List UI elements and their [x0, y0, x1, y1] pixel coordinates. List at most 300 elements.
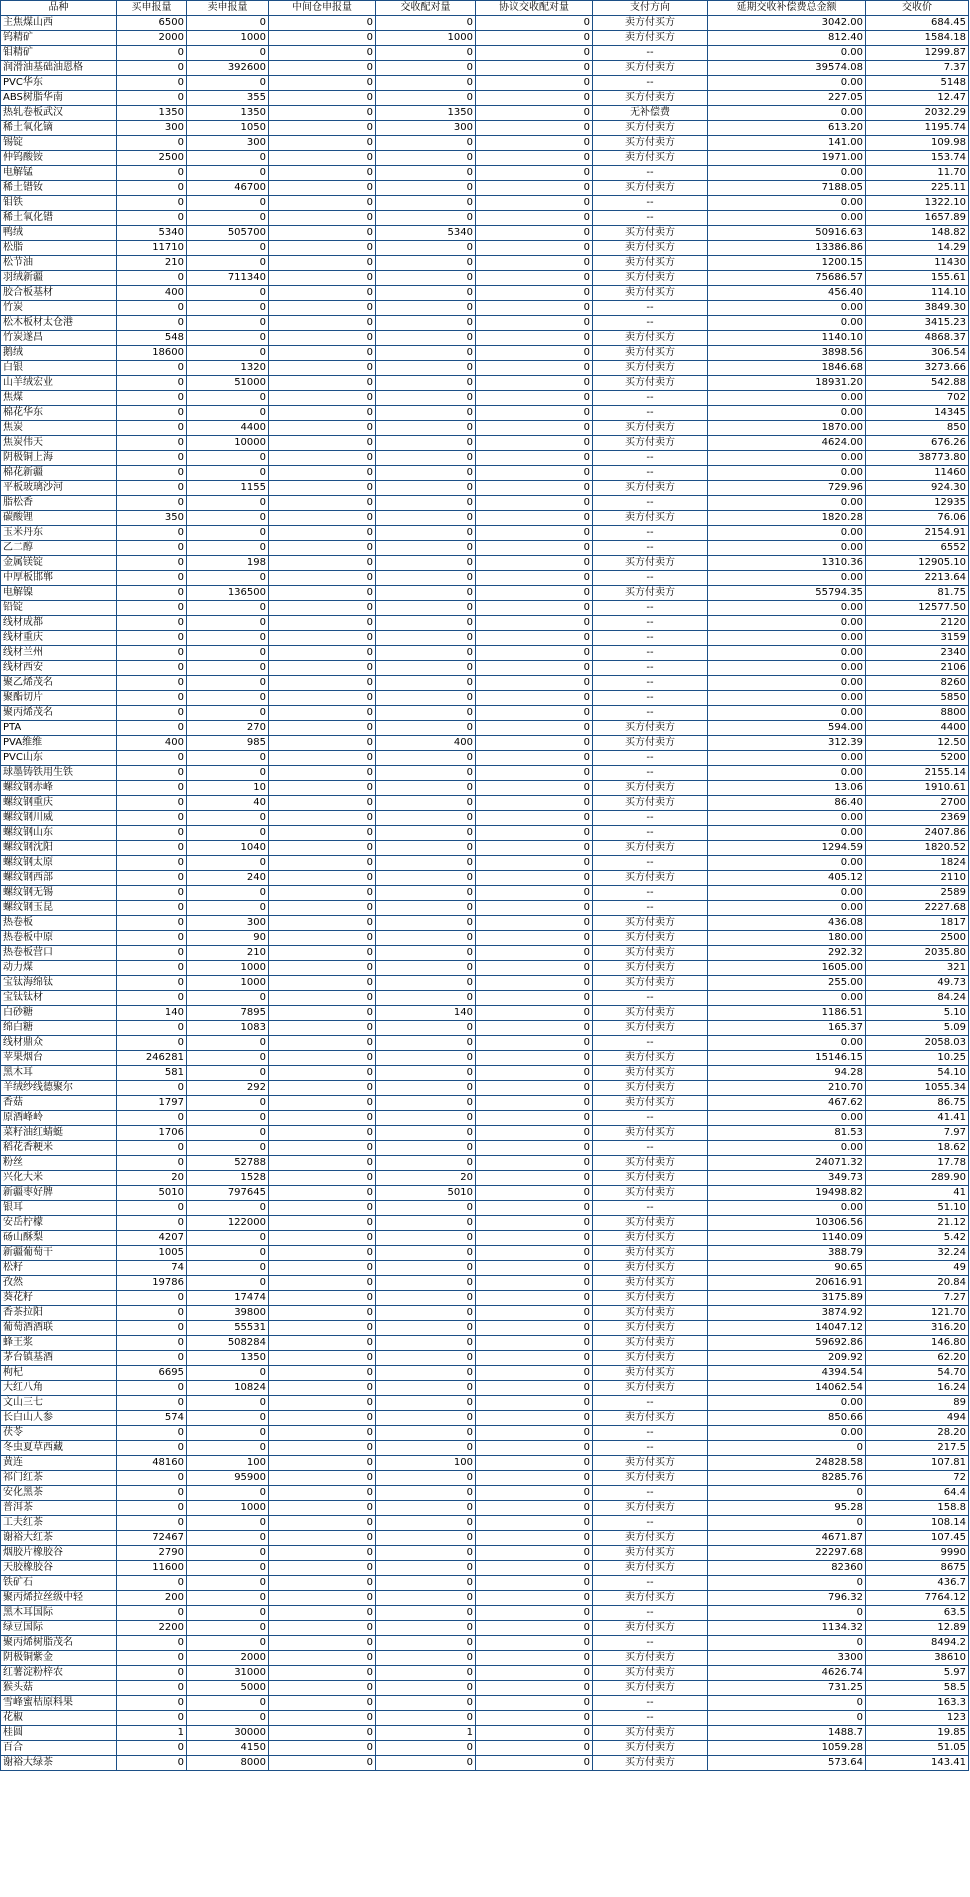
cell-matched-volume: 5340 [376, 226, 476, 241]
cell-buy-volume: 0 [117, 391, 187, 406]
cell-sell-volume: 7895 [187, 1006, 269, 1021]
cell-compensation-total: 796.32 [708, 1591, 866, 1606]
cell-compensation-total: 4626.74 [708, 1666, 866, 1681]
cell-settlement-price: 2035.80 [866, 946, 969, 961]
cell-payment-direction: 买方付卖方 [593, 1381, 708, 1396]
cell-settlement-price: 1299.87 [866, 46, 969, 61]
cell-sell-volume: 0 [187, 676, 269, 691]
cell-settlement-price: 49.73 [866, 976, 969, 991]
table-row [1, 451, 969, 466]
cell-product: 天胶橡胶谷 [1, 1561, 117, 1576]
cell-settlement-price: 109.98 [866, 136, 969, 151]
cell-compensation-total: 613.20 [708, 121, 866, 136]
cell-intermediate-volume: 0 [269, 1486, 376, 1501]
cell-payment-direction: -- [593, 691, 708, 706]
cell-agreement-matched-volume: 0 [476, 286, 593, 301]
cell-intermediate-volume: 0 [269, 661, 376, 676]
cell-agreement-matched-volume: 0 [476, 76, 593, 91]
cell-matched-volume: 0 [376, 691, 476, 706]
cell-agreement-matched-volume: 0 [476, 1501, 593, 1516]
cell-compensation-total: 10306.56 [708, 1216, 866, 1231]
cell-sell-volume: 0 [187, 646, 269, 661]
cell-settlement-price: 2227.68 [866, 901, 969, 916]
cell-sell-volume: 0 [187, 1201, 269, 1216]
cell-sell-volume: 1000 [187, 976, 269, 991]
cell-sell-volume: 0 [187, 1591, 269, 1606]
cell-settlement-price: 2032.29 [866, 106, 969, 121]
cell-intermediate-volume: 0 [269, 721, 376, 736]
cell-payment-direction: 卖方付买方 [593, 1546, 708, 1561]
table-row [1, 826, 969, 841]
cell-intermediate-volume: 0 [269, 871, 376, 886]
cell-matched-volume: 0 [376, 1516, 476, 1531]
cell-buy-volume: 0 [117, 1291, 187, 1306]
cell-compensation-total: 436.08 [708, 916, 866, 931]
cell-agreement-matched-volume: 0 [476, 121, 593, 136]
cell-payment-direction: -- [593, 661, 708, 676]
cell-buy-volume: 400 [117, 286, 187, 301]
header-buy-volume: 买申报量 [117, 1, 187, 16]
cell-settlement-price: 19.85 [866, 1726, 969, 1741]
table-row [1, 1261, 969, 1276]
cell-matched-volume: 0 [376, 496, 476, 511]
cell-matched-volume: 0 [376, 616, 476, 631]
cell-buy-volume: 0 [117, 1711, 187, 1726]
cell-agreement-matched-volume: 0 [476, 946, 593, 961]
cell-intermediate-volume: 0 [269, 1126, 376, 1141]
cell-matched-volume: 0 [376, 1126, 476, 1141]
cell-matched-volume: 0 [376, 646, 476, 661]
cell-compensation-total: 1134.32 [708, 1621, 866, 1636]
cell-product: 线材兰州 [1, 646, 117, 661]
table-row [1, 1576, 969, 1591]
cell-payment-direction: 买方付卖方 [593, 1471, 708, 1486]
table-row [1, 1321, 969, 1336]
cell-product: 阴极铜紫金 [1, 1651, 117, 1666]
table-row [1, 271, 969, 286]
cell-sell-volume: 0 [187, 1246, 269, 1261]
cell-agreement-matched-volume: 0 [476, 226, 593, 241]
cell-compensation-total: 0.00 [708, 856, 866, 871]
cell-agreement-matched-volume: 0 [476, 16, 593, 31]
cell-intermediate-volume: 0 [269, 151, 376, 166]
cell-compensation-total: 13.06 [708, 781, 866, 796]
cell-buy-volume: 0 [117, 376, 187, 391]
cell-settlement-price: 76.06 [866, 511, 969, 526]
cell-payment-direction: 买方付卖方 [593, 781, 708, 796]
table-row [1, 436, 969, 451]
cell-product: 铅锭 [1, 601, 117, 616]
cell-settlement-price: 436.7 [866, 1576, 969, 1591]
cell-intermediate-volume: 0 [269, 1636, 376, 1651]
table-row [1, 421, 969, 436]
cell-payment-direction: -- [593, 1711, 708, 1726]
cell-agreement-matched-volume: 0 [476, 646, 593, 661]
cell-payment-direction: 买方付卖方 [593, 946, 708, 961]
cell-compensation-total: 0.00 [708, 166, 866, 181]
cell-intermediate-volume: 0 [269, 361, 376, 376]
cell-matched-volume: 0 [376, 466, 476, 481]
cell-intermediate-volume: 0 [269, 1201, 376, 1216]
cell-payment-direction: 买方付卖方 [593, 376, 708, 391]
cell-sell-volume: 30000 [187, 1726, 269, 1741]
cell-agreement-matched-volume: 0 [476, 781, 593, 796]
table-row [1, 1741, 969, 1756]
cell-product: 长白山人参 [1, 1411, 117, 1426]
cell-product: 羊绒纱线德聚尔 [1, 1081, 117, 1096]
cell-settlement-price: 12935 [866, 496, 969, 511]
cell-settlement-price: 7.37 [866, 61, 969, 76]
cell-compensation-total: 1310.36 [708, 556, 866, 571]
cell-intermediate-volume: 0 [269, 526, 376, 541]
cell-matched-volume: 0 [376, 1471, 476, 1486]
cell-settlement-price: 11430 [866, 256, 969, 271]
cell-sell-volume: 51000 [187, 376, 269, 391]
cell-settlement-price: 14.29 [866, 241, 969, 256]
cell-product: 雪峰蜜桔原料果 [1, 1696, 117, 1711]
table-row [1, 1531, 969, 1546]
cell-payment-direction: 买方付卖方 [593, 181, 708, 196]
cell-compensation-total: 141.00 [708, 136, 866, 151]
cell-payment-direction: 买方付卖方 [593, 736, 708, 751]
table-row [1, 76, 969, 91]
cell-matched-volume: 0 [376, 1051, 476, 1066]
cell-intermediate-volume: 0 [269, 1081, 376, 1096]
cell-matched-volume: 0 [376, 1321, 476, 1336]
cell-product: 黄连 [1, 1456, 117, 1471]
cell-agreement-matched-volume: 0 [476, 46, 593, 61]
table-row [1, 886, 969, 901]
table-row [1, 751, 969, 766]
cell-buy-volume: 0 [117, 1651, 187, 1666]
cell-product: 热卷板营口 [1, 946, 117, 961]
cell-matched-volume: 0 [376, 511, 476, 526]
cell-sell-volume: 31000 [187, 1666, 269, 1681]
table-row [1, 316, 969, 331]
cell-intermediate-volume: 0 [269, 1171, 376, 1186]
cell-product: 棉花新疆 [1, 466, 117, 481]
cell-product: 山羊绒宏业 [1, 376, 117, 391]
cell-agreement-matched-volume: 0 [476, 856, 593, 871]
cell-payment-direction: 买方付卖方 [593, 1216, 708, 1231]
cell-payment-direction: 卖方付买方 [593, 1411, 708, 1426]
cell-compensation-total: 0.00 [708, 76, 866, 91]
table-row [1, 631, 969, 646]
cell-matched-volume: 0 [376, 1306, 476, 1321]
cell-buy-volume: 0 [117, 1306, 187, 1321]
cell-matched-volume: 0 [376, 871, 476, 886]
cell-payment-direction: 买方付卖方 [593, 121, 708, 136]
cell-matched-volume: 0 [376, 1441, 476, 1456]
cell-buy-volume: 1 [117, 1726, 187, 1741]
cell-buy-volume: 11600 [117, 1561, 187, 1576]
cell-sell-volume: 711340 [187, 271, 269, 286]
cell-intermediate-volume: 0 [269, 1576, 376, 1591]
cell-buy-volume: 0 [117, 946, 187, 961]
cell-settlement-price: 676.26 [866, 436, 969, 451]
table-row [1, 1291, 969, 1306]
cell-settlement-price: 306.54 [866, 346, 969, 361]
table-row [1, 1486, 969, 1501]
cell-product: 香茶拉阳 [1, 1306, 117, 1321]
cell-buy-volume: 0 [117, 1216, 187, 1231]
cell-sell-volume: 0 [187, 526, 269, 541]
cell-intermediate-volume: 0 [269, 1546, 376, 1561]
cell-buy-volume: 0 [117, 796, 187, 811]
cell-compensation-total: 1971.00 [708, 151, 866, 166]
cell-settlement-price: 54.10 [866, 1066, 969, 1081]
cell-buy-volume: 0 [117, 721, 187, 736]
cell-matched-volume: 0 [376, 781, 476, 796]
cell-buy-volume: 0 [117, 556, 187, 571]
cell-payment-direction: 买方付卖方 [593, 1501, 708, 1516]
cell-agreement-matched-volume: 0 [476, 976, 593, 991]
table-row [1, 901, 969, 916]
cell-sell-volume: 0 [187, 1141, 269, 1156]
table-body [1, 16, 969, 1771]
cell-settlement-price: 32.24 [866, 1246, 969, 1261]
cell-sell-volume: 0 [187, 346, 269, 361]
table-row [1, 706, 969, 721]
cell-intermediate-volume: 0 [269, 1366, 376, 1381]
cell-agreement-matched-volume: 0 [476, 1666, 593, 1681]
cell-compensation-total: 1200.15 [708, 256, 866, 271]
cell-product: 螺纹钢重庆 [1, 796, 117, 811]
cell-agreement-matched-volume: 0 [476, 271, 593, 286]
cell-product: 热轧卷板武汉 [1, 106, 117, 121]
cell-buy-volume: 0 [117, 301, 187, 316]
cell-sell-volume: 1000 [187, 31, 269, 46]
cell-intermediate-volume: 0 [269, 1471, 376, 1486]
cell-payment-direction: 卖方付买方 [593, 1456, 708, 1471]
cell-settlement-price: 123 [866, 1711, 969, 1726]
cell-sell-volume: 0 [187, 1441, 269, 1456]
cell-settlement-price: 5.10 [866, 1006, 969, 1021]
cell-settlement-price: 1322.10 [866, 196, 969, 211]
cell-agreement-matched-volume: 0 [476, 196, 593, 211]
cell-payment-direction: -- [593, 406, 708, 421]
cell-payment-direction: 卖方付买方 [593, 241, 708, 256]
table-row [1, 1426, 969, 1441]
cell-compensation-total: 0.00 [708, 46, 866, 61]
cell-product: 鹅绒 [1, 346, 117, 361]
cell-settlement-price: 8260 [866, 676, 969, 691]
cell-buy-volume: 0 [117, 91, 187, 106]
cell-agreement-matched-volume: 0 [476, 1456, 593, 1471]
table-row [1, 556, 969, 571]
cell-compensation-total: 467.62 [708, 1096, 866, 1111]
cell-intermediate-volume: 0 [269, 436, 376, 451]
cell-agreement-matched-volume: 0 [476, 1636, 593, 1651]
cell-matched-volume: 0 [376, 76, 476, 91]
cell-payment-direction: -- [593, 76, 708, 91]
cell-sell-volume: 198 [187, 556, 269, 571]
table-row [1, 166, 969, 181]
cell-matched-volume: 0 [376, 796, 476, 811]
cell-agreement-matched-volume: 0 [476, 211, 593, 226]
cell-payment-direction: -- [593, 811, 708, 826]
cell-settlement-price: 11460 [866, 466, 969, 481]
cell-payment-direction: -- [593, 1396, 708, 1411]
cell-sell-volume: 0 [187, 1051, 269, 1066]
cell-product: 焦煤 [1, 391, 117, 406]
cell-matched-volume: 0 [376, 436, 476, 451]
cell-buy-volume: 0 [117, 196, 187, 211]
cell-product: 孜然 [1, 1276, 117, 1291]
cell-agreement-matched-volume: 0 [476, 811, 593, 826]
cell-compensation-total: 812.40 [708, 31, 866, 46]
header-payment-direction: 支付方向 [593, 1, 708, 16]
table-row [1, 1276, 969, 1291]
cell-compensation-total: 7188.05 [708, 181, 866, 196]
cell-settlement-price: 3415.23 [866, 316, 969, 331]
cell-intermediate-volume: 0 [269, 1741, 376, 1756]
table-row [1, 601, 969, 616]
cell-intermediate-volume: 0 [269, 271, 376, 286]
table-row [1, 586, 969, 601]
table-row [1, 796, 969, 811]
cell-compensation-total: 3175.89 [708, 1291, 866, 1306]
cell-matched-volume: 0 [376, 1606, 476, 1621]
cell-product: 砀山酥梨 [1, 1231, 117, 1246]
cell-product: 猴头菇 [1, 1681, 117, 1696]
cell-payment-direction: 卖方付买方 [593, 286, 708, 301]
cell-compensation-total: 0.00 [708, 391, 866, 406]
cell-buy-volume: 0 [117, 1156, 187, 1171]
table-row [1, 1111, 969, 1126]
cell-sell-volume: 0 [187, 901, 269, 916]
cell-agreement-matched-volume: 0 [476, 526, 593, 541]
cell-settlement-price: 3273.66 [866, 361, 969, 376]
cell-buy-volume: 0 [117, 991, 187, 1006]
cell-payment-direction: 买方付卖方 [593, 1306, 708, 1321]
table-row [1, 466, 969, 481]
cell-compensation-total: 19498.82 [708, 1186, 866, 1201]
cell-buy-volume: 0 [117, 1471, 187, 1486]
cell-buy-volume: 2000 [117, 31, 187, 46]
cell-compensation-total: 0.00 [708, 541, 866, 556]
cell-compensation-total: 165.37 [708, 1021, 866, 1036]
cell-compensation-total: 0.00 [708, 811, 866, 826]
cell-compensation-total: 0.00 [708, 106, 866, 121]
cell-payment-direction: 买方付卖方 [593, 136, 708, 151]
cell-agreement-matched-volume: 0 [476, 1741, 593, 1756]
cell-matched-volume: 0 [376, 1681, 476, 1696]
cell-buy-volume: 0 [117, 166, 187, 181]
cell-payment-direction: 买方付卖方 [593, 961, 708, 976]
table-row [1, 241, 969, 256]
cell-product: 葡萄酒酒联 [1, 1321, 117, 1336]
cell-intermediate-volume: 0 [269, 1456, 376, 1471]
cell-sell-volume: 355 [187, 91, 269, 106]
cell-product: 稻花香粳米 [1, 1141, 117, 1156]
cell-matched-volume: 300 [376, 121, 476, 136]
cell-compensation-total: 0.00 [708, 751, 866, 766]
cell-settlement-price: 11.70 [866, 166, 969, 181]
cell-payment-direction: -- [593, 46, 708, 61]
cell-payment-direction: 买方付卖方 [593, 586, 708, 601]
cell-sell-volume: 292 [187, 1081, 269, 1096]
cell-buy-volume: 0 [117, 406, 187, 421]
cell-settlement-price: 107.81 [866, 1456, 969, 1471]
cell-settlement-price: 217.5 [866, 1441, 969, 1456]
cell-product: 竹炭 [1, 301, 117, 316]
cell-compensation-total: 0.00 [708, 706, 866, 721]
cell-buy-volume: 0 [117, 181, 187, 196]
cell-matched-volume: 0 [376, 1531, 476, 1546]
cell-matched-volume: 0 [376, 406, 476, 421]
table-row [1, 646, 969, 661]
table-row [1, 1096, 969, 1111]
cell-buy-volume: 0 [117, 1666, 187, 1681]
cell-compensation-total: 75686.57 [708, 271, 866, 286]
cell-matched-volume: 0 [376, 316, 476, 331]
cell-matched-volume: 0 [376, 1591, 476, 1606]
cell-matched-volume: 0 [376, 361, 476, 376]
table-row [1, 1606, 969, 1621]
cell-agreement-matched-volume: 0 [476, 1216, 593, 1231]
table-row [1, 46, 969, 61]
cell-agreement-matched-volume: 0 [476, 916, 593, 931]
cell-settlement-price: 17.78 [866, 1156, 969, 1171]
cell-sell-volume: 0 [187, 1411, 269, 1426]
cell-payment-direction: 买方付卖方 [593, 91, 708, 106]
cell-agreement-matched-volume: 0 [476, 1441, 593, 1456]
cell-compensation-total: 388.79 [708, 1246, 866, 1261]
cell-intermediate-volume: 0 [269, 1021, 376, 1036]
cell-product: 乙二醇 [1, 541, 117, 556]
cell-intermediate-volume: 0 [269, 1411, 376, 1426]
cell-product: 兴化大米 [1, 1171, 117, 1186]
cell-matched-volume: 0 [376, 916, 476, 931]
cell-intermediate-volume: 0 [269, 1246, 376, 1261]
cell-buy-volume: 0 [117, 136, 187, 151]
cell-payment-direction: 卖方付买方 [593, 331, 708, 346]
cell-buy-volume: 0 [117, 1516, 187, 1531]
cell-intermediate-volume: 0 [269, 556, 376, 571]
cell-sell-volume: 90 [187, 931, 269, 946]
cell-payment-direction: 买方付卖方 [593, 361, 708, 376]
cell-compensation-total: 0.00 [708, 901, 866, 916]
cell-agreement-matched-volume: 0 [476, 301, 593, 316]
cell-product: 电解镍 [1, 586, 117, 601]
table-row [1, 106, 969, 121]
cell-payment-direction: 卖方付买方 [593, 1246, 708, 1261]
cell-matched-volume: 0 [376, 271, 476, 286]
cell-product: 安化黑茶 [1, 1486, 117, 1501]
cell-buy-volume: 0 [117, 46, 187, 61]
cell-agreement-matched-volume: 0 [476, 766, 593, 781]
cell-product: 胶合板基材 [1, 286, 117, 301]
table-row [1, 496, 969, 511]
cell-matched-volume: 0 [376, 1636, 476, 1651]
table-row [1, 1681, 969, 1696]
cell-sell-volume: 0 [187, 241, 269, 256]
cell-intermediate-volume: 0 [269, 541, 376, 556]
cell-agreement-matched-volume: 0 [476, 1036, 593, 1051]
cell-payment-direction: -- [593, 616, 708, 631]
cell-product: 螺纹钢沈阳 [1, 841, 117, 856]
cell-payment-direction: 买方付卖方 [593, 271, 708, 286]
cell-payment-direction: 买方付卖方 [593, 1291, 708, 1306]
cell-agreement-matched-volume: 0 [476, 796, 593, 811]
cell-buy-volume: 0 [117, 1636, 187, 1651]
cell-buy-volume: 0 [117, 631, 187, 646]
cell-settlement-price: 5.42 [866, 1231, 969, 1246]
cell-matched-volume: 0 [376, 136, 476, 151]
cell-sell-volume: 0 [187, 211, 269, 226]
cell-compensation-total: 1186.51 [708, 1006, 866, 1021]
